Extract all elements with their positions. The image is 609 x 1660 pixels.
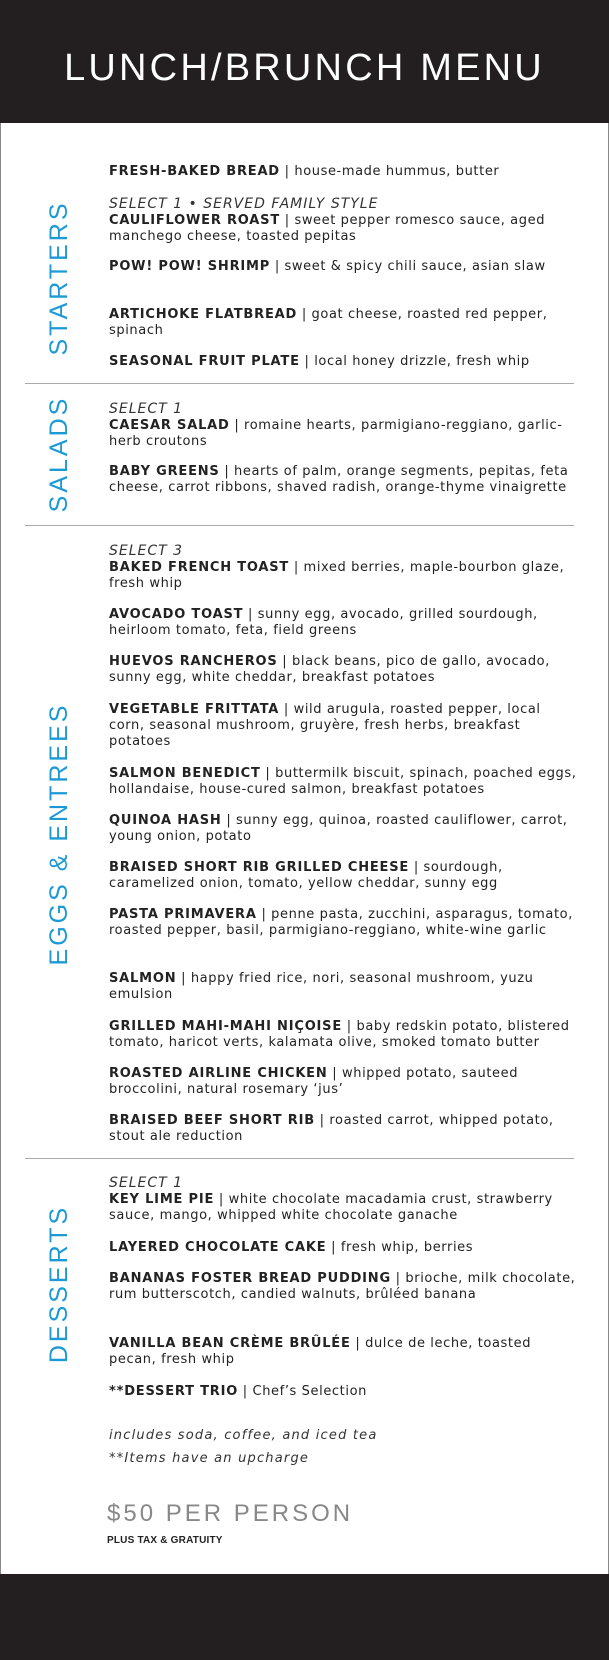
menu-item: [109, 607, 579, 639]
menu-item: [109, 907, 579, 939]
item-name: BAKED FRENCH TOAST: [109, 560, 290, 575]
item-name: BRAISED BEEF SHORT RIB: [109, 1113, 315, 1128]
item-name: QUINOA HASH: [109, 813, 222, 828]
menu-item: [109, 164, 579, 180]
menu-item: [109, 654, 579, 686]
menu-item: [109, 213, 579, 245]
menu-item: [109, 1384, 579, 1400]
item-description: | white chocolate macadamia crust, strawberry sauce, mango, whipped white chocolate ganache: [109, 1192, 553, 1223]
menu-footer: [0, 1574, 609, 1660]
item-name: SALMON: [109, 971, 177, 986]
menu-item: [109, 971, 579, 1003]
item-description: | buttermilk biscuit, spinach, poached eggs, hollandaise, house-cured salmon, breakfast potatoes: [109, 766, 577, 797]
section-label-eggs-entrees: EGGS & ENTREES: [45, 702, 73, 966]
section-divider: [25, 383, 574, 384]
menu-item: [109, 1019, 589, 1051]
item-name: ARTICHOKE FLATBREAD: [109, 307, 298, 322]
section-divider: [25, 1158, 574, 1159]
section-label-starters: STARTERS: [45, 200, 73, 356]
menu-header: [0, 0, 609, 123]
item-name: CAESAR SALAD: [109, 418, 230, 433]
item-name: LAYERED CHOCOLATE CAKE: [109, 1240, 327, 1255]
selection-note: SELECT 1: [109, 1175, 184, 1191]
item-description: | dulce de leche, toasted pecan, fresh whip: [109, 1336, 532, 1367]
item-description: | whipped potato, sauteed broccolini, natural rosemary ‘jus’: [109, 1066, 519, 1097]
item-name: GRILLED MAHI-MAHI NIÇOISE: [109, 1019, 343, 1034]
item-description: | fresh whip, berries: [326, 1240, 474, 1255]
item-description: | hearts of palm, orange segments, pepitas, feta cheese, carrot ribbons, shaved radish, orange-thyme vinaigrette: [109, 464, 569, 495]
tax-note: PLUS TAX & GRATUITY: [107, 1535, 223, 1546]
menu-item: [109, 766, 579, 798]
item-name: SALMON BENEDICT: [109, 766, 261, 781]
item-name: KEY LIME PIE: [109, 1192, 215, 1207]
item-name: BRAISED SHORT RIB GRILLED CHEESE: [109, 860, 410, 875]
menu-item: [109, 1066, 579, 1098]
menu-item: [109, 1271, 579, 1303]
item-description: | sweet & spicy chili sauce, asian slaw: [270, 259, 546, 274]
price: $50 PER PERSON: [107, 1500, 354, 1527]
item-description: | house-made hummus, butter: [279, 164, 500, 179]
selection-note: SELECT 1 • SERVED FAMILY STYLE: [109, 196, 379, 212]
menu-item: [109, 1192, 589, 1224]
item-name: PASTA PRIMAVERA: [109, 907, 257, 922]
item-description: | roasted carrot, whipped potato, stout ale reduction: [109, 1113, 554, 1144]
section-label-desserts: DESSERTS: [45, 1204, 73, 1364]
selection-note: SELECT 1: [109, 401, 184, 417]
item-name: HUEVOS RANCHEROS: [109, 654, 278, 669]
menu-item: [109, 307, 579, 339]
item-description: | happy fried rice, nori, seasonal mushroom, yuzu emulsion: [109, 971, 534, 1002]
menu-item: [109, 702, 579, 750]
item-description: | brioche, milk chocolate, rum butterscotch, candied walnuts, brûléed banana: [109, 1271, 576, 1302]
item-name: **DESSERT TRIO: [109, 1384, 239, 1399]
item-name: VANILLA BEAN CRÈME BRÛLÉE: [109, 1336, 351, 1351]
item-description: | Chef’s Selection: [238, 1384, 367, 1399]
item-name: BANANAS FOSTER BREAD PUDDING: [109, 1271, 391, 1286]
menu-item: [109, 1113, 579, 1145]
item-description: | sunny egg, avocado, grilled sourdough, heirloom tomato, feta, field greens: [109, 607, 538, 638]
item-description: | penne pasta, zucchini, asparagus, tomato, roasted pepper, basil, parmigiano-reggiano, white-wine garlic: [109, 907, 573, 938]
item-name: POW! POW! SHRIMP: [109, 259, 271, 274]
menu-item: [109, 560, 579, 592]
selection-note: SELECT 3: [109, 543, 184, 559]
includes-note: includes soda, coffee, and iced tea: [109, 1428, 378, 1443]
item-description: | baby redskin potato, blistered tomato, haricot verts, kalamata olive, smoked tomato butter: [109, 1019, 570, 1050]
item-description: | local honey drizzle, fresh whip: [299, 354, 530, 369]
menu-item: [109, 860, 579, 892]
item-description: | romaine hearts, parmigiano-reggiano, garlic-herb croutons: [109, 418, 563, 449]
upcharge-note: **Items have an upcharge: [109, 1451, 310, 1466]
menu-title: LUNCH/BRUNCH MENU: [64, 47, 545, 89]
item-description: | sourdough, caramelized onion, tomato, yellow cheddar, sunny egg: [109, 860, 503, 891]
menu-item: [109, 418, 579, 450]
menu-item: [109, 259, 579, 275]
item-name: FRESH-BAKED BREAD: [109, 164, 280, 179]
menu-item: [109, 813, 579, 845]
menu-item: [109, 354, 579, 370]
item-name: SEASONAL FRUIT PLATE: [109, 354, 300, 369]
menu-item: [109, 1240, 579, 1256]
menu-item: [109, 464, 579, 496]
section-label-salads: SALADS: [45, 395, 73, 513]
section-divider: [25, 525, 574, 526]
menu-item: [109, 1336, 579, 1368]
item-description: | goat cheese, roasted red pepper, spinach: [109, 307, 548, 338]
item-description: | wild arugula, roasted pepper, local corn, seasonal mushroom, gruyère, fresh herbs, breakfast potatoes: [109, 702, 541, 749]
item-description: | sweet pepper romesco sauce, aged manchego cheese, toasted pepitas: [109, 213, 546, 244]
item-name: VEGETABLE FRITTATA: [109, 702, 280, 717]
item-name: ROASTED AIRLINE CHICKEN: [109, 1066, 328, 1081]
item-name: AVOCADO TOAST: [109, 607, 244, 622]
item-description: | mixed berries, maple-bourbon glaze, fresh whip: [109, 560, 565, 591]
item-description: | black beans, pico de gallo, avocado, sunny egg, white cheddar, breakfast potatoes: [109, 654, 550, 685]
item-name: BABY GREENS: [109, 464, 220, 479]
item-name: CAULIFLOWER ROAST: [109, 213, 280, 228]
item-description: | sunny egg, quinoa, roasted cauliflower, carrot, young onion, potato: [109, 813, 568, 844]
